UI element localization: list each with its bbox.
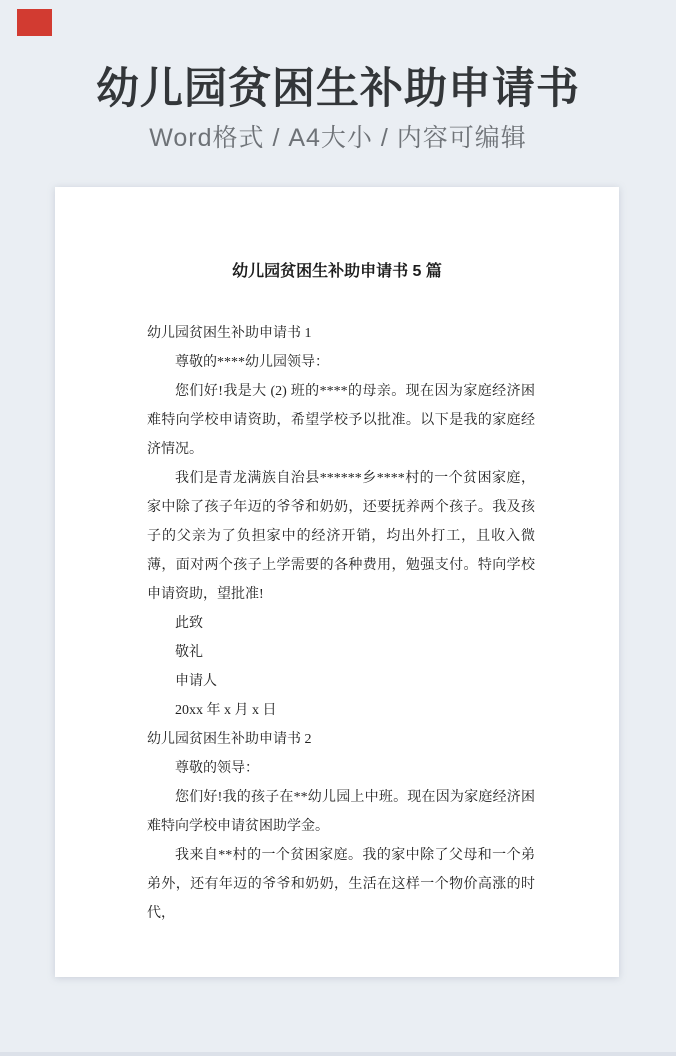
document-paragraph: 您们好!我是大 (2) 班的****的母亲。现在因为家庭经济困难特向学校申请资助，希望学校予以批准。以下是我的家庭经济情况。: [147, 384, 535, 457]
bottom-edge-divider: [0, 1052, 676, 1056]
document-body: [147, 319, 535, 928]
header: [0, 0, 676, 153]
document-paragraph: 幼儿园贫困生补助申请书 1: [147, 326, 312, 341]
document-paragraph: 尊敬的****幼儿园领导：: [175, 355, 329, 370]
document-paragraph: 敬礼: [175, 645, 203, 660]
document-title: 幼儿园贫困生补助申请书 5 篇: [232, 263, 442, 280]
document-paragraph: 申请人: [175, 674, 217, 689]
document-paragraph: 幼儿园贫困生补助申请书 2: [147, 732, 312, 747]
document-paragraph: 我来自**村的一个贫困家庭。我的家中除了父母和一个弟弟外，还有年迈的爷爷和奶奶，生活在这样一个物价高涨的时代，: [147, 848, 535, 921]
page-title: 幼儿园贫困生补助申请书: [96, 65, 580, 113]
document-paragraph: 尊敬的领导：: [175, 761, 259, 776]
document-paragraph: 我们是青龙满族自治县******乡****村的一个贫困家庭，家中除了孩子年迈的爷爷和奶奶，还要抚养两个孩子。我及孩子的父亲为了负担家中的经济开销，均出外打工，且收入微薄，面对两个孩子上学需要的各种费用，勉强支付。特向学校申请资助，望批准!: [147, 471, 535, 602]
document-paragraph: 此致: [175, 616, 203, 631]
page-subtitle: Word格式 / A4大小 / 内容可编辑: [149, 124, 527, 152]
document-preview-page: [55, 187, 619, 977]
document-paragraph: 您们好!我的孩子在**幼儿园上中班。现在因为家庭经济困难特向学校申请贫困助学金。: [147, 790, 535, 834]
document-paragraph: 20xx 年 x 月 x 日: [175, 703, 277, 718]
